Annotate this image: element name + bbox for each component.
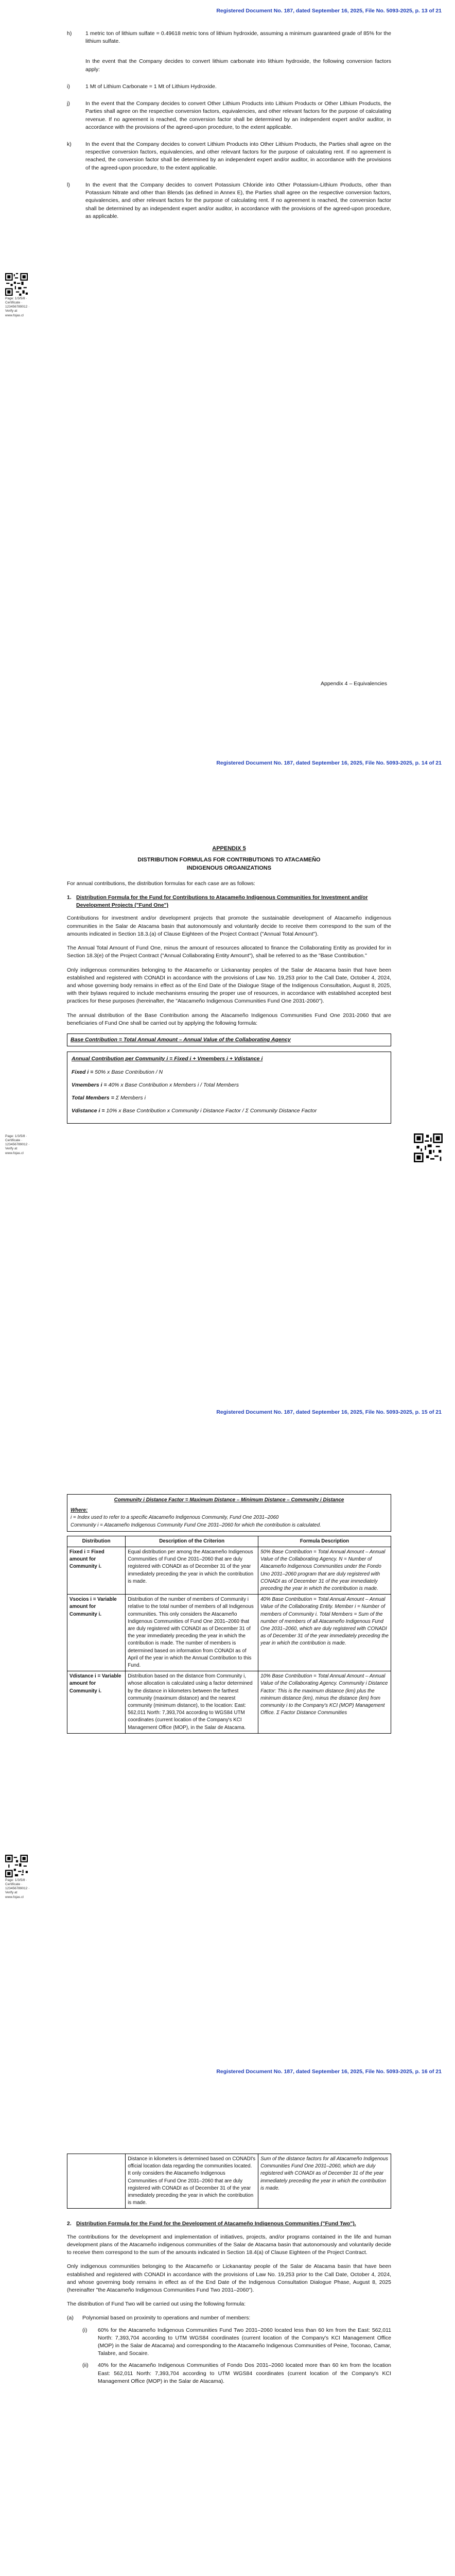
item-letter: l) — [67, 181, 70, 188]
vdistance-formula — [72, 1107, 387, 1115]
page-16 — [0, 2061, 455, 2576]
qr-code-icon — [414, 1133, 443, 1162]
definition-item: Community i = Atacameño Indigenous Community Fund One 2031–2060 for which the contribution is calculated. — [71, 1522, 321, 1528]
item-letter: (a) — [67, 2315, 74, 2321]
qr-code-icon — [5, 273, 28, 296]
formula-label: Total Members = — [72, 1094, 114, 1101]
distance-factor-formula: Community i Distance Factor = Maximum Distance – Minimum Distance – Community i Distance — [114, 1497, 344, 1503]
base-contribution-formula: Base Contribution = Total Annual Amount – Annual Value of the Collaborating Agency — [67, 1033, 391, 1046]
item-letter: i) — [67, 83, 70, 90]
item-l — [67, 181, 391, 221]
item-text: In the event that the Company decides to convert lithium carbonate into lithium hydroxide, the following conversion factors apply: — [85, 58, 391, 73]
item-text: 40% for the Atacameño Indigenous Communities of Fondo Dos 2031–2060 located more than 60 km from the location East: 562,011 North: 7,393,704 according to UTM WGS84 coordinates (current location of the Company's KCI Management Office (MOP) in the Salar de Atacama). — [98, 2362, 391, 2384]
page-13-body — [67, 30, 391, 230]
table-cell: 50% Base Contribution = Total Annual Amount – Annual Value of the Collaborating Agency. N = Number of Atacameño Indigenous Communities under the Fondo Uno 2031–2060 program that are duly registered with CONADI as of December 31 of the year immediately preceding the year in which the contribution is made. — [258, 1547, 391, 1595]
table-cell: Sum of the distance factors for all Atacameño Indigenous Communities Fund One 2031–2060, which are duly registered with CONADI as of December 31 of the year immediately preceding the year in which the contribution is made. — [258, 2154, 391, 2209]
table-cell: 10% Base Contribution = Total Annual Amount – Annual Value of the Collaborating Agency. Community i Distance Factor: This is the maximum distance (km) plus the minimum distance (km), minus the distance (km) from community i to the Company's KCI (MOP) Management Office. Σ Factor Distance Communities — [258, 1671, 391, 1734]
item-letter: h) — [67, 30, 72, 37]
section-number: 2. — [67, 2221, 72, 2227]
section-heading — [67, 894, 391, 909]
page-15 — [0, 1401, 455, 2061]
item-letter: j) — [67, 100, 70, 107]
formula-expression: 50% x Base Contribution / N — [95, 1069, 163, 1075]
paragraph: Only indigenous communities belonging to the Atacameño or Lickanantay peoples of the Salar de Atacama basin that have been established and registered with CONADI in accordance with the provisions of Law No. 19,253 prior to the Call Date, October 4, 2024, and whose governing body remains in effect as of the End Date of the Dialogue Stage of the Indigenous Consultation, August 8, 2025, with their bylaws required to include mechanisms ensuring the proper use of resources, in accordance with established accepted best practices for these purposes (hereinafter, the "Atacameño Indigenous Communities Fund One 2031-2060"). — [67, 967, 391, 1005]
table-cell: Vsocios i = Variable amount for Community i. — [67, 1595, 126, 1671]
formula-expression: 40% x Base Contribution x Members i / Total Members — [108, 1081, 239, 1088]
verification-qr-code-right — [414, 1133, 445, 1162]
appendix-heading: APPENDIX 5 — [212, 845, 246, 852]
table-cell — [67, 2154, 126, 2209]
section-title: Distribution Formula for the Fund for the Development of Atacameño Indigenous Communities ("Fund Two"). — [76, 2221, 356, 2227]
table-cell: Fixed i = Fixed amount for Community i. — [67, 1547, 126, 1595]
table-row — [67, 2154, 391, 2209]
formula-label: Vmembers i = — [72, 1081, 107, 1088]
table-cell: 40% Base Contribution = Total Annual Amount – Annual Value of the Collaborating Entity. Member i = Number of members of Community i. Total Members = Sum of the number of members of all Atacameño Indigenous Fund One 2031–2060, which are duly registered with CONADI as of December 31 of the year immediately preceding the year in which the contribution is made. — [258, 1595, 391, 1671]
table-cell: Vdistance i = Variable amount for Community i. — [67, 1671, 126, 1734]
item-text: 1 metric ton of lithium sulfate = 0.49618 metric tons of lithium hydroxide, assuming a minimum guaranteed grade of 85% for the lithium sulfate. — [85, 30, 391, 45]
item-i — [67, 83, 391, 91]
column-header: Description of the Criterion — [126, 1536, 258, 1547]
appendix-title: DISTRIBUTION FORMULAS FOR CONTRIBUTIONS TO ATACAMEÑO — [137, 856, 321, 863]
page-14-body — [67, 845, 391, 1124]
item-text: In the event that the Company decides to convert Other Lithium Products into Lithium Products or Other Lithium Products, the Parties shall agree on the respective conversion factors, equivalencies, and other relevant factors for the purpose of calculating revenue. If no agreement is reached, the conversion factor shall be determined by an independent expert and/or auditor, in accordance with the provisions of the agreed-upon procedure, to the extent applicable. — [85, 100, 391, 130]
definition-item: i = Index used to refer to a specific Atacameño Indigenous Community, Fund One 2031–2060 — [71, 1515, 279, 1521]
table-row — [67, 1547, 391, 1595]
paragraph: The annual distribution of the Base Contribution among the Atacameño Indigenous Communities Fund One 2031-2060 that are beneficiaries of Fund One shall be carried out by applying the following formula: — [67, 1012, 391, 1026]
formula-label: Vdistance i = — [72, 1108, 105, 1114]
vmembers-formula — [72, 1081, 387, 1089]
table-cell: Equal distribution per among the Atacameño Indigenous Communities of Fund One 2031–2060 that are duly registered with CONADI as of December 31 of the year immediately preceding the year in which the contribution is made. — [126, 1547, 258, 1595]
definitions-box — [67, 1494, 391, 1532]
table-header-row — [67, 1536, 391, 1547]
item-letter: k) — [67, 141, 72, 147]
list-item-a — [67, 2314, 391, 2322]
annual-contribution-header: Annual Contribution per Community i = Fixed i + Vmembers i + Vdistance i — [72, 1056, 263, 1062]
registration-header: Registered Document No. 187, dated September 16, 2025, File No. 5093-2025, p. 13 of 21 — [216, 8, 442, 14]
table-cell: Distance in kilometers is determined based on CONADI's official location data regarding the communities located. It only considers the Atacameño Indigenous Communities of Fund One 2031–2060 that are duly registered with CONADI as of December 31 of the year immediately preceding the year in which the contribution is made. — [126, 2154, 258, 2209]
page-14 — [0, 752, 455, 1401]
section-number: 1. — [67, 894, 72, 901]
page-15-body — [67, 1494, 391, 1734]
item-h — [67, 30, 391, 74]
paragraph: The contributions for the development and implementation of initiatives, projects, and/or programs contained in the life and human development plans of the Atacameño indigenous communities of the Salar de Atacama basin that autonomously and voluntarily decide to receive them correspond to the sum of the amounts indicated in Section 18.4(a) of Clause Eighteen of the Project Contract. — [67, 2233, 391, 2256]
paragraph: Only indigenous communities belonging to the Atacameño or Lickanantay people of the Salar de Atacama basin that have been established and registered with CONADI in accordance with the provisions of Law No. 19,253 prior to the Call Date, October 4, 2024, and whose governing body remains in effect as of the End Date of the Indigenous Consultation Dialogue Phase, August 8, 2025 (hereinafter "the Atacameño Indigenous Communities Fund Two 2031–2060"). — [67, 2263, 391, 2293]
verification-qr-code — [5, 1855, 36, 1900]
table-cell: Distribution of the number of members of Community i relative to the total number of members of all Indigenous communities. This only considers the Atacameño Indigenous Communities of Fund One 2031–2060 that are duly registered with CONADI as of December 31 of the year immediately preceding the year in which the contribution is made. The number of members is determined based on information from CONADI as of April of the year in which the Annual Contribution to this Fund. — [126, 1595, 258, 1671]
table-row — [67, 1595, 391, 1671]
distribution-criteria-table — [67, 1536, 391, 1734]
page-13 — [0, 0, 455, 752]
registration-header: Registered Document No. 187, dated September 16, 2025, File No. 5093-2025, p. 15 of 21 — [216, 1409, 442, 1415]
intro-paragraph: For annual contributions, the distribution formulas for each case are as follows: — [67, 880, 255, 887]
item-j — [67, 100, 391, 131]
total-members-formula — [72, 1094, 387, 1102]
item-letter: (ii) — [82, 2362, 89, 2369]
distribution-criteria-table-continued — [67, 2154, 391, 2209]
formula-label: Fixed i = — [72, 1069, 94, 1075]
verification-qr-code — [5, 1133, 36, 1156]
item-k — [67, 141, 391, 172]
formula-expression: Σ Members i — [115, 1094, 146, 1101]
formula-expression: 10% x Base Contribution x Community i Distance Factor / Σ Community Distance Factor — [106, 1108, 317, 1114]
list-item-i — [82, 2327, 391, 2358]
table-cell: Distribution based on the distance from Community i, whose allocation is calculated using a factor determined by the distance in kilometers between the farthest community (maximum distance) and the nearest community (minimum distance), to the location: East: 562,011 North: 7,393,704 according to WGS84 UTM coordinates (current location of the Company's KCI Management Office (MOP), in the Salar de Atacama. — [126, 1671, 258, 1734]
qr-caption: Page: 1/3/5/8 · Certificate · 123456789012 · Verify at www.fojas.cl — [5, 297, 30, 317]
page-footer: Appendix 4 – Equivalencies — [320, 681, 387, 687]
registration-header: Registered Document No. 187, dated September 16, 2025, File No. 5093-2025, p. 16 of 21 — [216, 2069, 442, 2075]
item-text: 1 Mt of Lithium Carbonate = 1 Mt of Lithium Hydroxide. — [85, 83, 217, 90]
qr-caption: Page: 1/3/5/8 · Certificate · 123456789012 · Verify at www.fojas.cl — [5, 1878, 30, 1899]
page-16-body — [67, 2154, 391, 2389]
fixed-formula — [72, 1069, 387, 1076]
item-text: Polynomial based on proximity to operations and number of members: — [82, 2315, 251, 2321]
item-letter: (i) — [82, 2327, 87, 2333]
item-text: In the event that the Company decides to convert Potassium Chloride into Other Potassium-Lithium Products, other than Potassium Nitrate and other than Blends (as defined in Annex E), the Parties shall agree on the respective conversion factors, equivalencies, and other relevant factors for the purpose of calculating rent. If no agreement is reached, the conversion factor shall be determined by an independent expert and/or auditor, in accordance with the provisions of the agreed-upon procedure, as applicable. — [85, 181, 391, 219]
annual-contribution-box — [67, 1052, 391, 1124]
column-header: Distribution — [67, 1536, 126, 1547]
where-label: Where: — [71, 1507, 88, 1514]
column-header: Formula Description — [258, 1536, 391, 1547]
appendix-title: INDIGENOUS ORGANIZATIONS — [186, 865, 272, 871]
paragraph: Contributions for investment and/or development projects that promote the sustainable development of Atacameño indigenous communities in the Salar de Atacama basin that autonomously and voluntarily decide to receive them correspond to the sum of the amounts indicated in Section 18.3.(a) of Clause Eighteen of the Project Contract ("Annual Total Amount"). — [67, 915, 391, 937]
section-title: Distribution Formula for the Fund for Contributions to Atacameño Indigenous Communities for Investment and/or Development Projects ("Fund One") — [76, 894, 368, 909]
item-text: In the event that the Company decides to convert Lithium Products into Other Lithium Products, the Parties shall agree on the respective conversion factors, equivalencies, and other relevant factors for the purpose of calculating rent. If no agreement is reached, the conversion factor shall be determined by an independent expert and/or auditor, in accordance with the provisions of the agreed-upon procedure, to the extent applicable. — [85, 141, 391, 171]
item-text: 60% for the Atacameño Indigenous Communities Fund Two 2031–2060 located less than 60 km from the East: 562,011 North: 7,393,704 according to UTM WGS84 coordinates (current location of the Company's KCI Management Office (MOP) in the Salar de Atacama) and corresponding to the Atacameño Indigenous Communities of Peine, Toconao, Camar, Talabre, and Socaire. — [98, 2327, 391, 2357]
registration-header: Registered Document No. 187, dated September 16, 2025, File No. 5093-2025, p. 14 of 21 — [216, 760, 442, 766]
paragraph: The Annual Total Amount of Fund One, minus the amount of resources allocated to finance the Collaborating Entity as provided for in Section 18.3(e) of the Project Contract ("Annual Collaborating Entity Amount"), shall be referred to as the "Base Contribution." — [67, 945, 391, 959]
list-item-ii — [82, 2362, 391, 2385]
section-heading — [67, 2220, 391, 2228]
verification-qr-code — [5, 273, 36, 318]
qr-code-icon — [5, 1855, 28, 1877]
table-row — [67, 1671, 391, 1734]
paragraph: The distribution of Fund Two will be carried out using the following formula: — [67, 2301, 246, 2308]
qr-caption: Page: 1/3/5/8 · Certificate · 123456789012 · Verify at www.fojas.cl — [5, 1134, 30, 1155]
